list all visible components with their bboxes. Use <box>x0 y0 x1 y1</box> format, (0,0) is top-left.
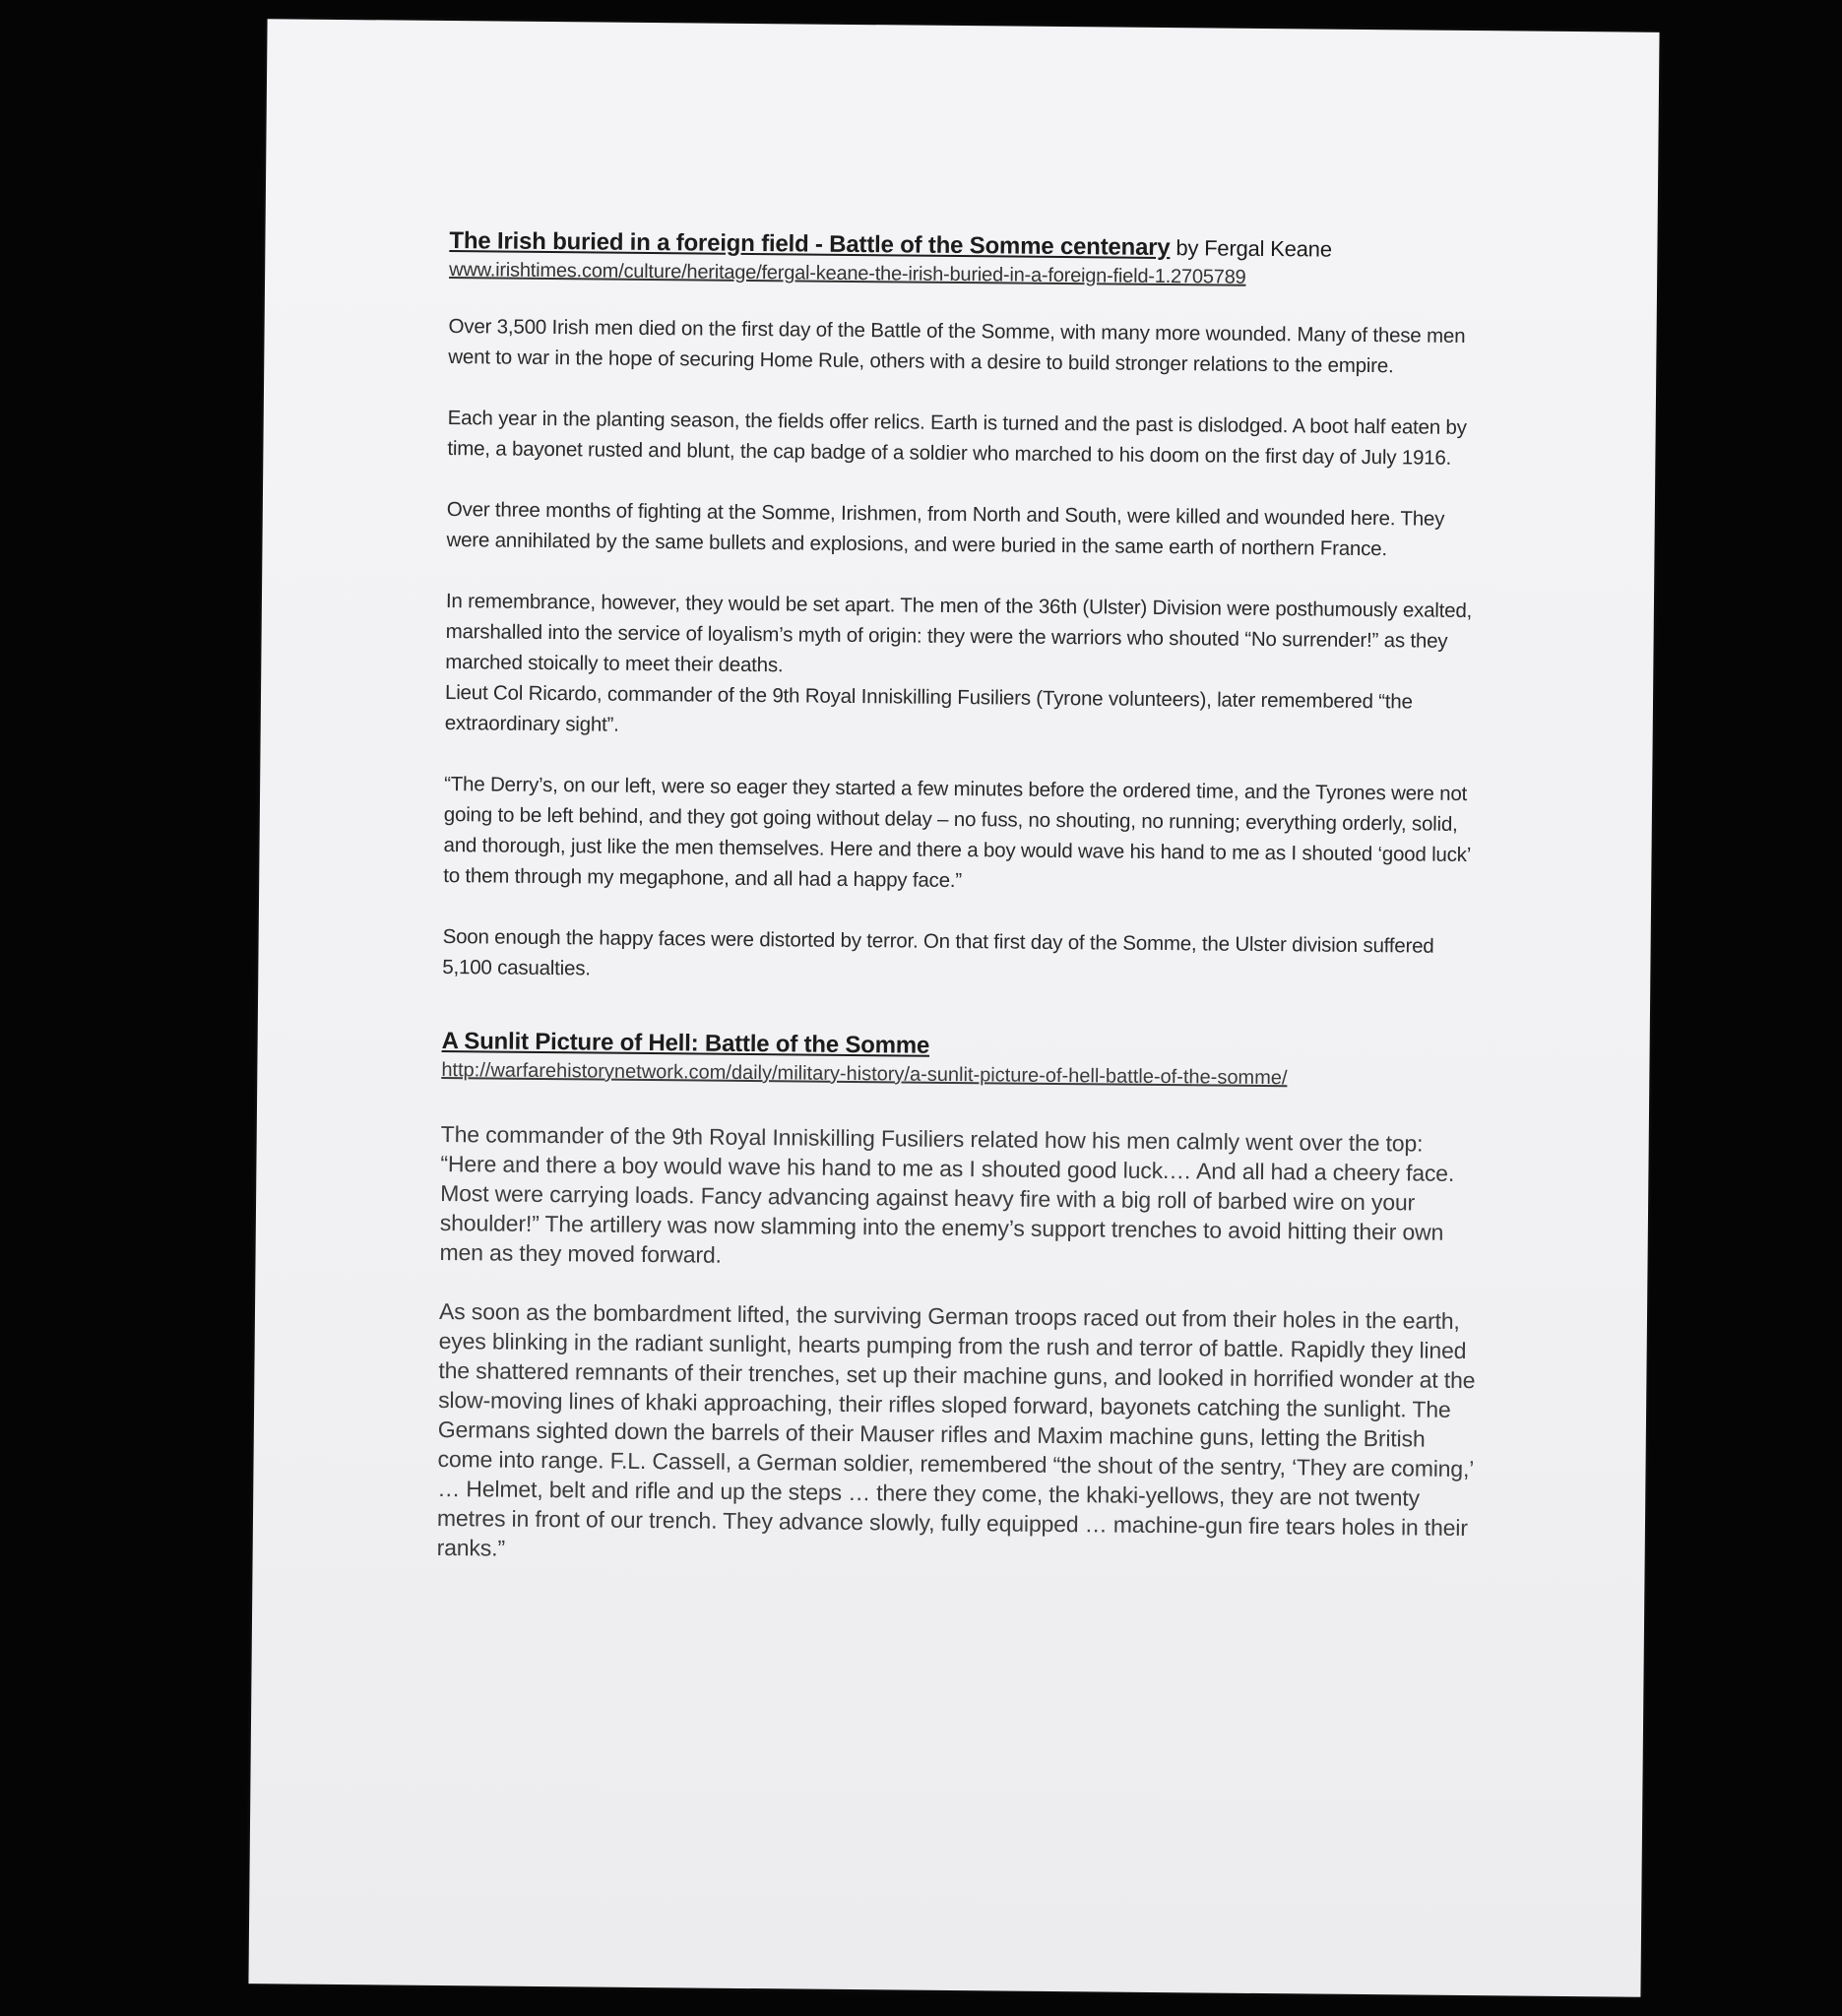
article-1-paragraph-3: Over three months of fighting at the Somme, Irishmen, from North and South, were killed and wounded here. They were annihilated by the same bullets and explosions, and were buried in the same earth of northern France. <box>446 498 1445 561</box>
article-1-paragraph-2: Each year in the planting season, the fields offer relics. Earth is turned and the past is dislodged. A boot half eaten by time, a bayonet rusted and blunt, the cap badge of a soldier who marched to his doom on the first day of July 1916. <box>447 407 1467 470</box>
article-1-byline: by Fergal Keane <box>1170 235 1332 262</box>
article-1-paragraph-4: In remembrance, however, they would be set apart. The men of the 36th (Ulster) Division were posthumously exalted, marshalled into the service of loyalism’s myth of origin: they were the warriors who shouted “No surrender!” as they marched stoically to meet their deaths. <box>445 590 1473 677</box>
article-2-paragraph-1: The commander of the 9th Royal Inniskilling Fusiliers related how his men calmly went over the top: “Here and there a boy would wave his hand to me as I shouted good luck.… And all had a cheery face. Most were carrying loads. Fancy advancing against heavy fire with a big roll of barbed wire on your shoulder!” The artillery was now slamming into the enemy’s support trenches to avoid hitting their own men as they moved forward. <box>439 1121 1455 1268</box>
article-2-paragraph-2: As soon as the bombardment lifted, the surviving German troops raced out from their holes in the earth, eyes blinking in the radiant sunlight, hearts pumping from the rush and terror of battle. Rapidly they lined the shattered remnants of their trenches, set up their machine guns, and looked in horrified wonder at the slow-moving lines of khaki approaching, their rifles sloped forward, bayonets catching the sunlight. The Germans sighted down the barrels of their Mauser rifles and Maxim machine guns, letting the British come into range. F.L. Cassell, a German soldier, remembered “the shout of the sentry, ‘They are coming,’ … Helmet, belt and rifle and up the steps … there they come, the khaki-yellows, they are not twenty metres in front of our trench. They advance slowly, fully equipped … machine-gun fire tears holes in their ranks.” <box>436 1297 1476 1561</box>
document-content <box>437 225 1493 1572</box>
paper-sheet <box>248 19 1659 1996</box>
article-1-paragraph-7: Soon enough the happy faces were distorted by terror. On that first day of the Somme, the Ulster division suffered 5,100 casualties. <box>442 925 1434 980</box>
article-1-url[interactable]: www.irishtimes.com/culture/heritage/fergal-keane-the-irish-buried-in-a-foreign-field-1.2705789 <box>449 259 1246 288</box>
article-2-title: A Sunlit Picture of Hell: Battle of the Somme <box>441 1028 930 1059</box>
article-1-title: The Irish buried in a foreign field - Battle of the Somme centenary <box>449 227 1171 262</box>
article-2 <box>437 1026 1486 1572</box>
article-1 <box>442 225 1493 992</box>
article-1-paragraph-5: Lieut Col Ricardo, commander of the 9th Royal Inniskilling Fusiliers (Tyrone volunteers), later remembered “the extraordinary sight”. <box>444 681 1413 736</box>
article-1-quote: “The Derry’s, on our left, were so eager they started a few minutes before the ordered time, and the Tyrones were not going to be left behind, and they got going without delay – no fuss, no shouting, no running; everything orderly, solid, and thorough, just like the men themselves. Here and there a boy would wave his hand to me as I shouted ‘good luck’ to them through my megaphone, and all had a happy face.” <box>443 773 1471 893</box>
article-1-paragraph-1: Over 3,500 Irish men died on the first day of the Battle of the Somme, with many more wounded. Many of these men went to war in the hope of securing Home Rule, others with a desire to build stronger relations to the empire. <box>448 315 1466 378</box>
article-2-url[interactable]: http://warfarehistorynetwork.com/daily/military-history/a-sunlit-picture-of-hell-battle-of-the-somme/ <box>441 1059 1288 1090</box>
